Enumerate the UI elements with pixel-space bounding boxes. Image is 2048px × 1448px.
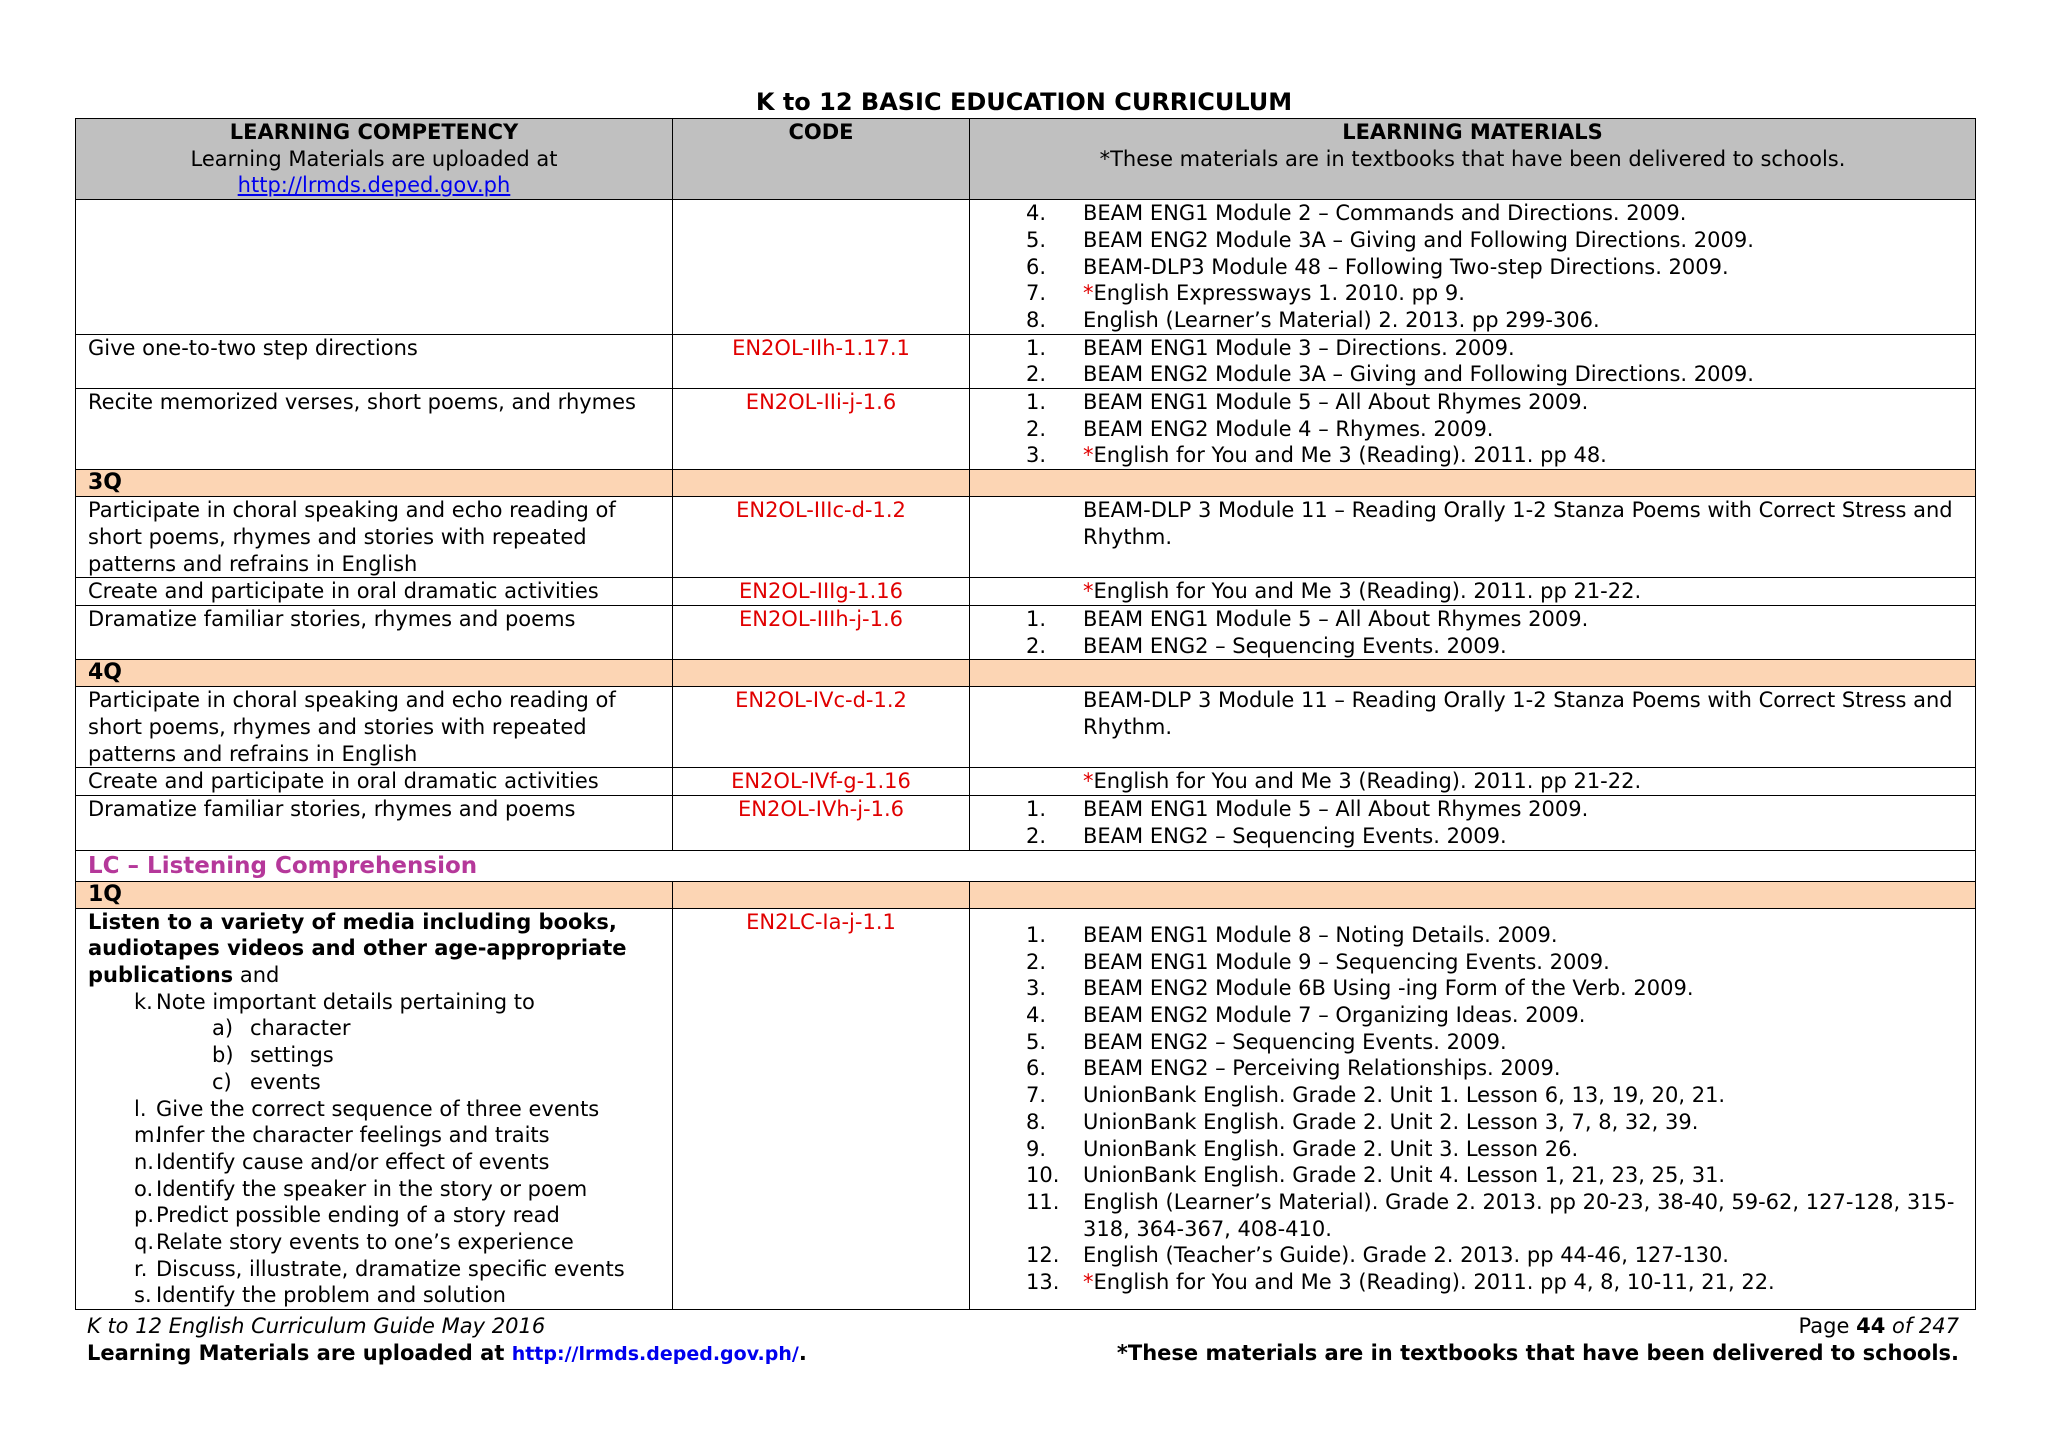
competency-title: LEARNING COMPETENCY <box>229 120 519 144</box>
page-title: K to 12 BASIC EDUCATION CURRICULUM <box>755 88 1293 116</box>
material-text: BEAM-DLP 3 Module 11 – Reading Orally 1-2 Stanza Poems with Correct Stress and Rhythm. <box>1083 688 1953 740</box>
footer-line-2: Learning Materials are uploaded at http://lrmds.deped.gov.ph/. *These materials are in textbooks that have been delivered to schools. <box>87 1341 1959 1365</box>
list-item: b) settings <box>212 1043 334 1068</box>
material-item: 4. BEAM ENG1 Module 2 – Commands and Directions. 2009. <box>1026 201 1687 226</box>
materials-cell <box>970 497 1976 578</box>
header-code <box>673 119 970 200</box>
lrmds-link[interactable]: http://lrmds.deped.gov.ph <box>237 173 511 198</box>
section-row <box>76 850 1976 881</box>
material-item: 7. UnionBank English. Grade 2. Unit 1. Lesson 6, 13, 19, 20, 21. <box>1026 1083 1726 1108</box>
materials-list <box>982 200 1963 334</box>
code-cell: EN2OL-IVf-g-1.16 <box>673 768 970 796</box>
list-item: r. Discuss, illustrate, dramatize specific events <box>134 1256 625 1281</box>
materials-list <box>982 335 1963 388</box>
asterisk-mark: * <box>1083 579 1094 604</box>
material-item: 2. BEAM ENG2 – Sequencing Events. 2009. <box>1026 823 1507 848</box>
material-item: 5. BEAM ENG2 – Sequencing Events. 2009. <box>1026 1029 1507 1054</box>
materials-cell <box>970 578 1976 606</box>
code-cell: EN2LC-Ia-j-1.1 <box>673 908 970 1310</box>
competency-cell: Participate in choral speaking and echo reading of short poems, rhymes and stories with repeated patterns and refrains in English <box>76 497 673 578</box>
section-heading: LC – Listening Comprehension <box>76 850 1976 881</box>
code-title: CODE <box>788 120 854 144</box>
material-item: 5. BEAM ENG2 Module 3A – Giving and Following Directions. 2009. <box>1026 227 1754 252</box>
detail-list <box>156 1015 660 1095</box>
materials-cell <box>970 796 1976 850</box>
material-item: 8. English (Learner’s Material) 2. 2013. pp 299-306. <box>1026 307 1600 332</box>
material-item: 1. BEAM ENG1 Module 5 – All About Rhymes 2009. <box>1026 390 1589 415</box>
material-text: BEAM-DLP 3 Module 11 – Reading Orally 1-2 Stanza Poems with Correct Stress and Rhythm. <box>1083 498 1953 549</box>
competency-tail: and <box>233 962 280 987</box>
list-item: q. Relate story events to one’s experience <box>134 1230 574 1255</box>
table-row <box>76 605 1976 659</box>
competency-cell: Recite memorized verses, short poems, and rhymes <box>76 389 673 470</box>
table-row <box>76 334 1976 388</box>
materials-note: *These materials are in textbooks that have been delivered to schools. <box>1099 146 1846 171</box>
page-number: Page 44 of 247 <box>1798 1314 1959 1338</box>
material-item: 1. BEAM ENG1 Module 8 – Noting Details. 2009. <box>1026 922 1558 947</box>
list-item: c) events <box>212 1069 321 1094</box>
materials-cell <box>970 605 1976 659</box>
materials-cell <box>970 908 1976 1310</box>
materials-cell <box>970 334 1976 388</box>
quarter-row <box>76 660 1976 687</box>
material-item: 3. BEAM ENG2 Module 6B Using -ing Form of the Verb. 2009. <box>1026 976 1694 1001</box>
material-item: 1. BEAM ENG1 Module 5 – All About Rhymes 2009. <box>1026 797 1589 822</box>
table-row <box>76 497 1976 578</box>
material-item: 3. *English for You and Me 3 (Reading). 2011. pp 48. <box>1026 443 1607 468</box>
competency-bold: Listen to a variety of media including books, audiotapes videos and other age-appropriate publications <box>88 909 627 987</box>
table-row <box>76 389 1976 470</box>
code-cell: EN2OL-IIIc-d-1.2 <box>673 497 970 578</box>
material-item: 2. BEAM ENG2 – Sequencing Events. 2009. <box>1026 633 1507 658</box>
code-cell: EN2OL-IIIg-1.16 <box>673 578 970 606</box>
subskill-list <box>88 989 660 1309</box>
competency-cell: Create and participate in oral dramatic activities <box>76 768 673 796</box>
guide-title: K to 12 English Curriculum Guide May 2016 <box>87 1314 546 1338</box>
table-row <box>76 908 1976 1310</box>
competency-cell: Dramatize familiar stories, rhymes and poems <box>76 796 673 850</box>
code-cell: EN2OL-IIh-1.17.1 <box>673 334 970 388</box>
material-item: 10. UnionBank English. Grade 2. Unit 4. Lesson 1, 21, 23, 25, 31. <box>1026 1163 1726 1188</box>
competency-cell: Participate in choral speaking and echo reading of short poems, rhymes and stories with repeated patterns and refrains in English <box>76 687 673 768</box>
material-item: 1. BEAM ENG1 Module 5 – All About Rhymes 2009. <box>1026 606 1589 631</box>
material-item: 9. UnionBank English. Grade 2. Unit 3. Lesson 26. <box>1026 1136 1579 1161</box>
material-item: 6. BEAM-DLP3 Module 48 – Following Two-step Directions. 2009. <box>1026 254 1729 279</box>
code-cell: EN2OL-IVh-j-1.6 <box>673 796 970 850</box>
material-item: 2. BEAM ENG2 Module 4 – Rhymes. 2009. <box>1026 416 1494 441</box>
quarter-label: 3Q <box>76 470 673 497</box>
quarter-row <box>76 470 1976 497</box>
material-item: 11. English (Learner’s Material). Grade 2. 2013. pp 20-23, 38-40, 59-62, 127-128, 315-318, 364-367, 408-410. <box>1026 1189 1955 1241</box>
materials-list <box>982 389 1963 469</box>
material-item: 12. English (Teacher’s Guide). Grade 2. 2013. pp 44-46, 127-130. <box>1026 1243 1729 1268</box>
code-cell: EN2OL-IIIh-j-1.6 <box>673 605 970 659</box>
material-text: English for You and Me 3 (Reading). 2011. pp 21-22. <box>1093 579 1642 604</box>
material-item: 1. BEAM ENG1 Module 3 – Directions. 2009. <box>1026 335 1515 360</box>
competency-cell: Give one-to-two step directions <box>76 334 673 388</box>
header-materials <box>970 119 1976 200</box>
table-row <box>76 768 1976 796</box>
list-item: l. Give the correct sequence of three events <box>134 1096 600 1121</box>
code-cell: EN2OL-IVc-d-1.2 <box>673 687 970 768</box>
header-competency <box>76 119 673 200</box>
table-row <box>76 796 1976 850</box>
table-row <box>76 578 1976 606</box>
list-item: n. Identify cause and/or effect of events <box>134 1149 550 1174</box>
materials-list <box>982 606 1963 659</box>
footer-line-1 <box>87 1313 1959 1340</box>
material-item: 2. BEAM ENG2 Module 3A – Giving and Following Directions. 2009. <box>1026 362 1754 387</box>
materials-cell <box>970 768 1976 796</box>
quarter-label: 1Q <box>76 881 673 908</box>
list-item: s. Identify the problem and solution <box>134 1283 506 1308</box>
competency-cell <box>76 200 673 335</box>
competency-cell: Create and participate in oral dramatic activities <box>76 578 673 606</box>
materials-cell <box>970 389 1976 470</box>
materials-title: LEARNING MATERIALS <box>1342 120 1603 144</box>
materials-list <box>982 922 1963 1296</box>
footer-lrmds-link[interactable]: http://lrmds.deped.gov.ph/ <box>511 1343 799 1365</box>
curriculum-table <box>75 118 1976 1310</box>
competency-cell <box>76 908 673 1310</box>
materials-cell <box>970 200 1976 335</box>
material-text: English for You and Me 3 (Reading). 2011. pp 21-22. <box>1093 769 1642 794</box>
asterisk-mark: * <box>1083 769 1094 794</box>
material-item: 13. *English for You and Me 3 (Reading). 2011. pp 4, 8, 10-11, 21, 22. <box>1026 1270 1775 1295</box>
code-cell: EN2OL-IIi-j-1.6 <box>673 389 970 470</box>
table-row <box>76 687 1976 768</box>
material-item: 6. BEAM ENG2 – Perceiving Relationships. 2009. <box>1026 1056 1561 1081</box>
quarter-label: 4Q <box>76 660 673 687</box>
materials-cell <box>970 687 1976 768</box>
uploaded-text: Learning Materials are uploaded at <box>87 1341 505 1365</box>
list-item: m. Infer the character feelings and traits <box>134 1123 550 1148</box>
list-item: k. Note important details pertaining to a) character b) settings c) events <box>134 989 660 1096</box>
competency-note: Learning Materials are uploaded at <box>190 146 558 171</box>
material-item: 8. UnionBank English. Grade 2. Unit 2. Lesson 3, 7, 8, 32, 39. <box>1026 1109 1699 1134</box>
list-item: p. Predict possible ending of a story read <box>134 1203 560 1228</box>
table-header-row <box>76 119 1976 200</box>
list-item: o. Identify the speaker in the story or poem <box>134 1176 588 1201</box>
material-item: 7. *English Expressways 1. 2010. pp 9. <box>1026 281 1465 306</box>
materials-list <box>982 796 1963 849</box>
competency-cell: Dramatize familiar stories, rhymes and poems <box>76 605 673 659</box>
material-item: 4. BEAM ENG2 Module 7 – Organizing Ideas. 2009. <box>1026 1003 1586 1028</box>
material-item: 2. BEAM ENG1 Module 9 – Sequencing Events. 2009. <box>1026 949 1610 974</box>
table-row <box>76 200 1976 335</box>
delivered-note: *These materials are in textbooks that have been delivered to schools. <box>1116 1341 1959 1365</box>
list-item: a) character <box>212 1016 351 1041</box>
code-cell <box>673 200 970 335</box>
quarter-row <box>76 881 1976 908</box>
